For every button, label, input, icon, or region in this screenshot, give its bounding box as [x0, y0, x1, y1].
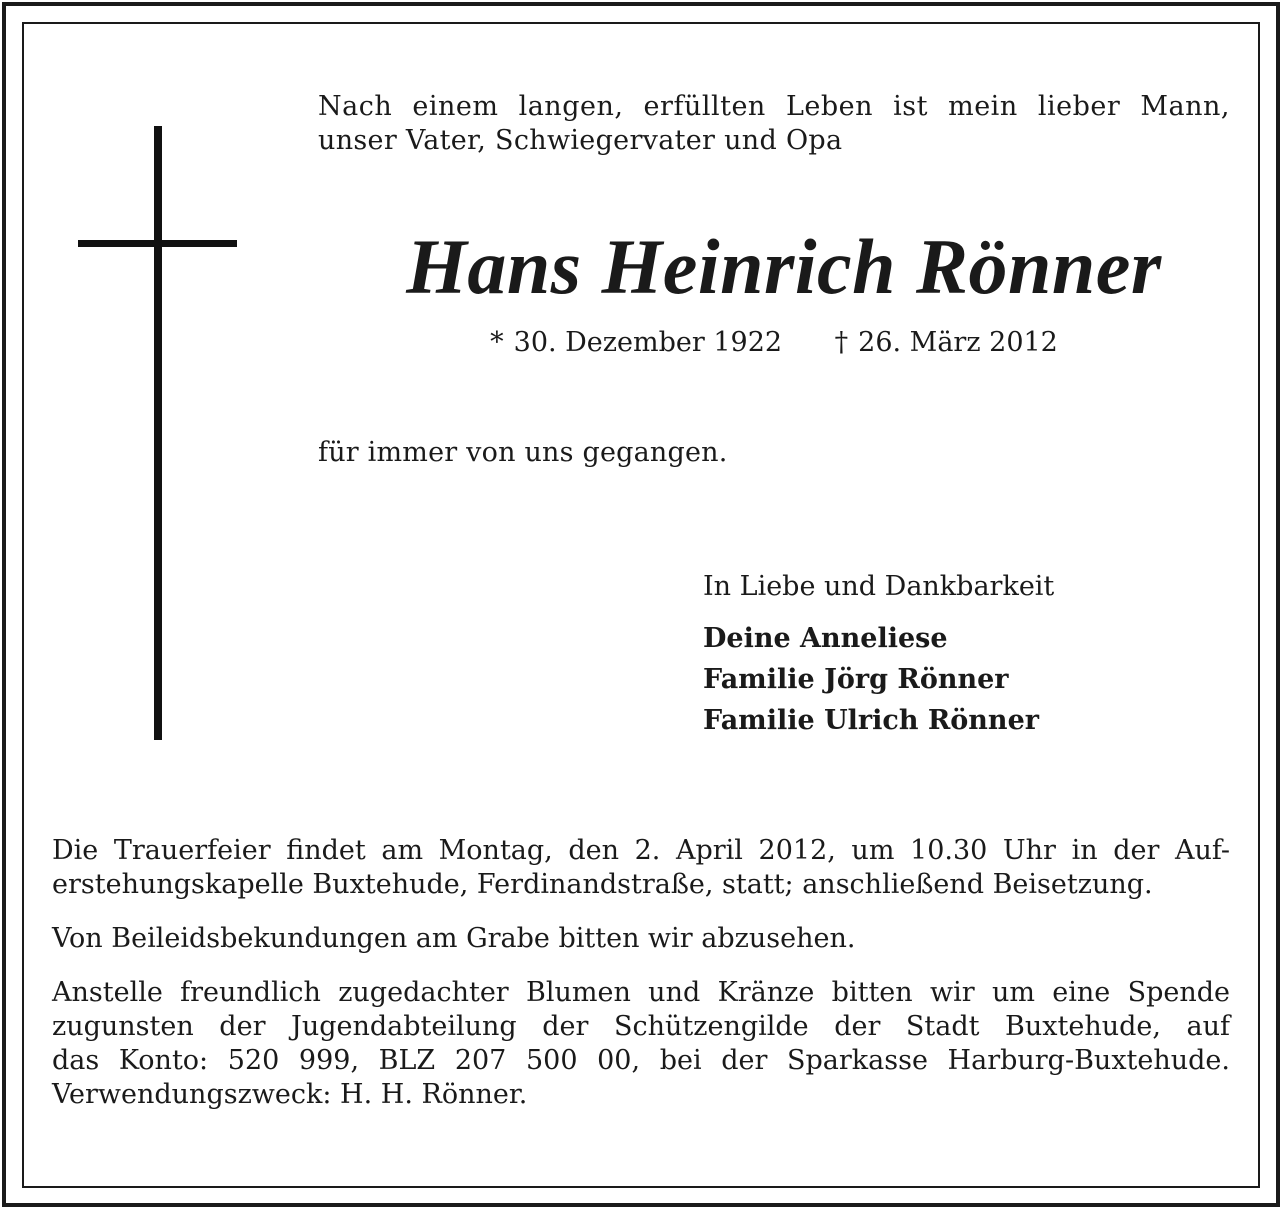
- birth-date-group: [490, 327, 791, 358]
- birth-date: 30. Dezember 1922: [513, 327, 783, 358]
- donation-note-line: das Konto: 520 999, BLZ 207 500 00, bei der Sparkasse Harburg-Buxtehude.: [52, 1045, 1230, 1076]
- donation-note-line: Anstelle freundlich zugedachter Blumen und Kränze bitten wir um eine Spende: [52, 977, 1230, 1008]
- life-dates: [318, 326, 1230, 360]
- mourner-name: Deine Anneliese: [703, 623, 948, 654]
- cross-icon-vertical-bar: [154, 126, 162, 740]
- deceased-name: Hans Heinrich Rönner: [406, 223, 1162, 310]
- intro-text: [318, 90, 1230, 158]
- donation-note: [52, 976, 1230, 1112]
- cross-icon-horizontal-bar: [78, 240, 237, 247]
- donation-note-line: zugunsten der Jugendabteilung der Schützengilde der Stadt Buxtehude, auf: [52, 1011, 1230, 1042]
- intro-line-1: Nach einem langen, erfüllten Leben ist mein lieber Mann,: [318, 91, 1230, 122]
- mourners-block: [703, 570, 1054, 741]
- funeral-note: [52, 834, 1230, 902]
- passed-away-text: für immer von uns gegangen.: [318, 437, 728, 468]
- intro-line-2: unser Vater, Schwiegervater und Opa: [318, 125, 843, 156]
- death-dagger-icon: †: [834, 327, 849, 358]
- condolence-note: [52, 922, 1230, 956]
- death-date: 26. März 2012: [858, 327, 1058, 358]
- funeral-note-line: erstehungskapelle Buxtehude, Ferdinandstraße, statt; anschließend Beisetzung.: [52, 869, 1153, 900]
- mourner-name: Familie Jörg Rönner: [703, 664, 1009, 695]
- mourners-tagline: In Liebe und Dankbarkeit: [703, 571, 1055, 602]
- funeral-note-line: Die Trauerfeier findet am Montag, den 2. April 2012, um 10.30 Uhr in der Auf-: [52, 835, 1230, 866]
- birth-star-icon: *: [490, 327, 504, 358]
- donation-note-line: Verwendungszweck: H. H. Rönner.: [52, 1079, 528, 1110]
- mourner-name: Familie Ulrich Rönner: [703, 705, 1039, 736]
- notes-block: [52, 834, 1230, 1132]
- death-date-group: [835, 327, 1058, 358]
- condolence-note-line: Von Beileidsbekundungen am Grabe bitten wir abzusehen.: [52, 923, 856, 954]
